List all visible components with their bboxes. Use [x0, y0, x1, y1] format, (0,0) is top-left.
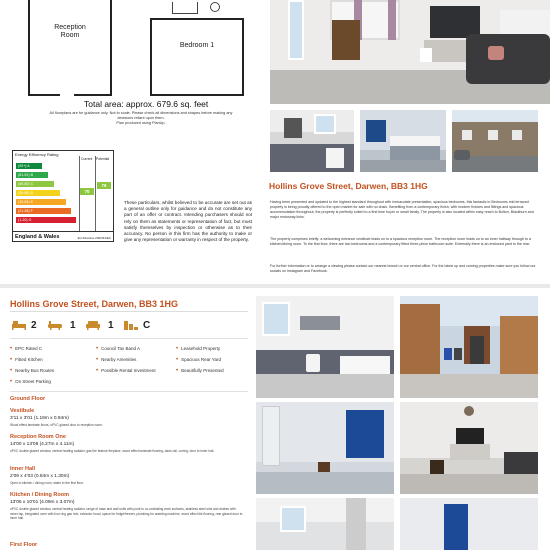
bed-icon: [12, 321, 26, 330]
receptions-count: 1: [108, 320, 114, 331]
floorplan-reception-text: Reception Room: [54, 24, 86, 39]
room-dimensions: 13'05 x 10'01 (4.09m x 3.07m): [10, 500, 75, 505]
feature-item: • Nearby Amenities: [96, 357, 136, 363]
photo-bedroom: [360, 110, 446, 172]
epc-band: (92+) A: [16, 163, 42, 169]
epc-band: (69-80) C: [16, 181, 54, 187]
epc-rating-badge: C: [143, 320, 151, 331]
epc-current-header: Current: [81, 157, 93, 161]
listing-paragraph-2: The property comprises briefly: a welcoming entrance vestibule leads on to a spacious reception room. The reception room leads on to an inner hallway through to a kitchen/dining room. To the first floor, there are two bedrooms and a contemporary fitted three-piece bathroom suite. Externally there is an enclosed yard to the rear.: [270, 237, 532, 246]
room-name: Kitchen / Dining Room: [10, 492, 69, 498]
epc-band: (39-54) E: [16, 199, 66, 205]
photo-kitchen-two: [256, 498, 394, 550]
feature-item: • Council Tax Band A: [96, 346, 140, 352]
bathrooms-count: 1: [70, 320, 76, 331]
epc-band: (21-38) F: [16, 208, 71, 214]
room-name: Reception Room One: [10, 434, 66, 440]
brochure-page-two: [0, 288, 550, 550]
feature-item: • Beautifully Presented: [176, 368, 224, 374]
epc-band: (55-68) D: [16, 190, 60, 196]
photo-reception-room: [400, 402, 538, 494]
first-floor-heading: First Floor: [10, 542, 38, 548]
photo-exterior: [452, 110, 538, 172]
room-description: Wood effect laminate floors, uPVC glazed door to reception room.: [10, 423, 103, 427]
feature-item: • Spacious Rear Yard: [176, 357, 221, 363]
photo-bedroom-three: [400, 498, 538, 550]
epc-band: (81-91) B: [16, 172, 48, 178]
feature-item: • Leasehold Property: [176, 346, 220, 352]
photo-living-room: [270, 0, 550, 104]
room-dimensions: 3'11 x 3'01 (1.19m x 0.94m): [10, 416, 69, 421]
feature-item: • On Street Parking: [10, 379, 51, 385]
energy-rating-icon: [124, 321, 138, 330]
room-dimensions: 14'00 x 13'08 (4.27m x 4.11m): [10, 442, 75, 447]
epc-band: (1-20) G: [16, 217, 76, 223]
photo-kitchen-dining: [256, 296, 394, 398]
room-description: Open to kitchen / dining room, stairs to the first floor.: [10, 481, 84, 485]
listing-paragraph-1: Having been presented and updated to the highest standard throughout with immaculate presentation, spacious bedrooms, this fantastic in Bedrooms mid terraced property is being proudly offered to the open market for sale with no chain. Benefiting from a contemporary finish, with modern fixtures and fittings and spacious accommodation throughout, the property is perfectly suited to a first time buyer or small family. The property is also located within easy reach to Bolton, Blackburn and major motorway links.: [270, 200, 534, 219]
bedrooms-count: 2: [31, 320, 37, 331]
feature-item: • EPC Rated C: [10, 346, 42, 352]
floorplan-reception-room: [28, 0, 112, 96]
photo-kitchen: [270, 110, 354, 172]
floorplan-stairs: [172, 2, 198, 14]
room-name: Inner Hall: [10, 466, 36, 472]
epc-title: Energy Efficiency Rating: [15, 152, 59, 157]
stats-divider: [10, 338, 248, 339]
floorplan-fixture: [210, 2, 220, 12]
feature-item: • Fitted Kitchen: [10, 357, 43, 363]
listing-paragraph-3: For further information or to arrange a viewing please contact our nearest branch or our central office. For the latest up and coming properties make sure you follow our socials on Instagram and Facebook.: [270, 264, 536, 273]
room-description: uPVC double glazed window, central heating radiator, range of base and wall units with point to co-ordinating work surfaces, stainless steel sink and drainer with mixer tap, integrated oven with four ring gas hob, extractor hood, space for fridge/freezer, plumbing for washing machine, wood effect tile flooring, rear glazed door to inner hall.: [10, 507, 243, 521]
feature-item: • Nearby Bus Routes: [10, 368, 54, 374]
ground-floor-heading: Ground Floor: [10, 396, 46, 402]
disclaimer-text: These particulars, whilst believed to be accurate are set out as a general outline only for guidance and do not constitute any part of an offer or contract. Intending purchasers should not rely on them as statements or representation of fact, but must satisfy themselves by inspection or otherwise as to their accuracy. No person in this firm has the authority to make or give any representation or warranty in respect of the property.: [124, 200, 252, 243]
epc-potential-rating: 76: [97, 182, 111, 189]
epc-current-rating: 70: [80, 188, 94, 195]
room-description: uPVC double glazed window, central heating radiator, gas fire feature fireplace, wood effect laminate flooring, dado rail, coving, door to inner hall.: [10, 449, 215, 453]
floorplan-reception-label: [28, 24, 112, 40]
floorplan-bedroom-label: Bedroom 1: [179, 42, 215, 49]
epc-eu-directive: EU Directive 2002/91/EC: [77, 236, 111, 240]
floorplan-total-area: Total area: approx. 679.6 sq. feet: [84, 99, 209, 109]
epc-potential-header: Potential: [96, 157, 110, 161]
feature-item: • Possible Rental Investment: [96, 368, 156, 374]
room-name: Vestibule: [10, 408, 35, 414]
listing-title: Hollins Grove Street, Darwen, BB3 1HG: [269, 181, 428, 191]
epc-chart: [12, 150, 114, 242]
photo-rear-yard: [400, 296, 538, 398]
room-dimensions: 2'09 x 4'03 (0.84m x 1.30m): [10, 474, 70, 479]
floorplan-note: All floorplans are for guidance only. Not to scale. Please check all dimensions and shapes before making any decisions reliant upon them. Plan produced using PlanUp.: [49, 111, 233, 125]
summary-title: Hollins Grove Street, Darwen, BB3 1HG: [10, 299, 179, 309]
bath-icon: [48, 321, 62, 330]
photo-bedroom-two: [256, 402, 394, 494]
epc-footer: England & Wales: [13, 231, 113, 241]
features-divider: [10, 391, 248, 392]
sofa-icon: [86, 321, 100, 330]
title-divider: [10, 311, 248, 312]
